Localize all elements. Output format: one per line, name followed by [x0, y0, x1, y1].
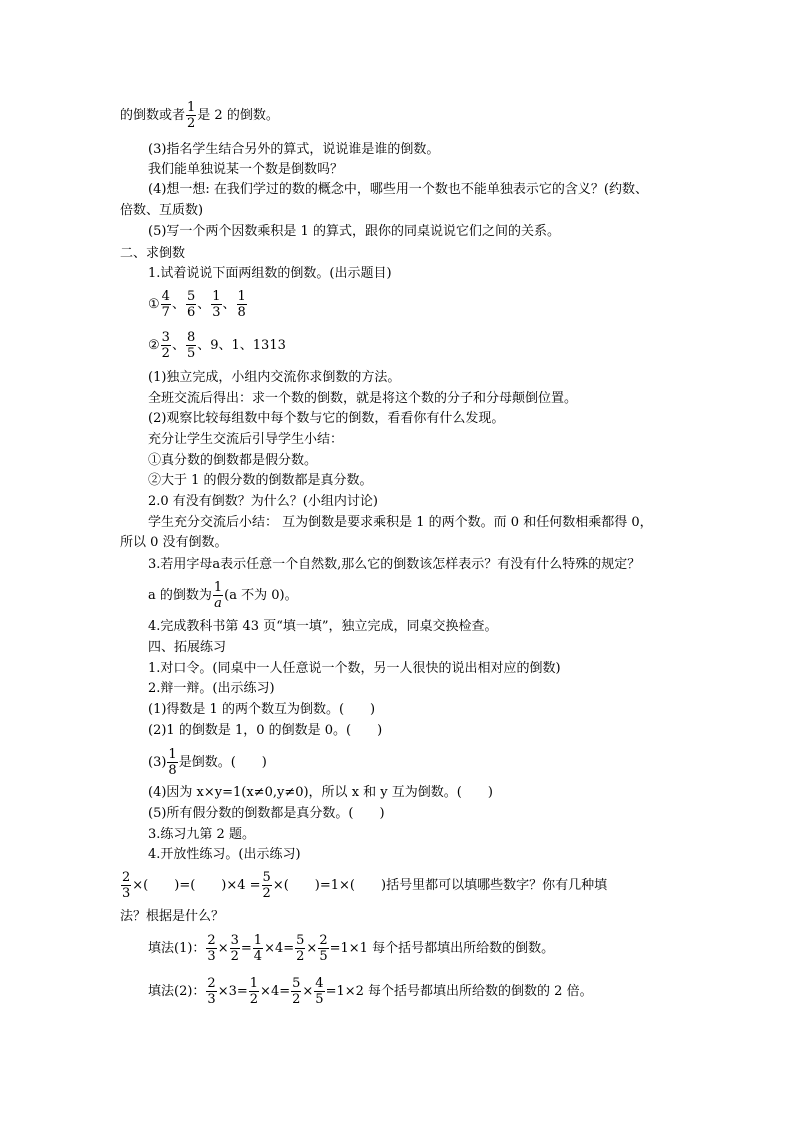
text-segment: ×( )=1×( )括号里都可以填哪些数字？你有几种填 [272, 878, 608, 893]
fraction [161, 289, 171, 320]
text-line [148, 827, 255, 843]
text-segment: 我们能单独说某一个数是倒数吗？ [148, 162, 344, 177]
fraction-numerator: 1 [249, 976, 259, 991]
text-segment: (2)1 的倒数是 1，0 的倒数是 0。( ) [148, 723, 383, 738]
text-segment: 是 2 的倒数。 [197, 108, 279, 123]
text-line [148, 806, 385, 822]
text-line [148, 370, 400, 386]
text-line [120, 246, 185, 262]
fraction-numerator: 5 [186, 289, 196, 304]
text-line [148, 330, 286, 361]
fraction-denominator: 5 [186, 346, 196, 361]
text-segment: ① [148, 297, 160, 312]
fraction-denominator: 4 [253, 949, 263, 964]
fraction-denominator: 5 [315, 992, 324, 1007]
text-segment: 填法(1)： [148, 941, 206, 956]
text-line [148, 619, 498, 635]
text-line [148, 162, 343, 178]
text-line [148, 702, 375, 718]
fraction [186, 330, 196, 361]
fraction-numerator: 8 [186, 330, 196, 345]
fraction [161, 330, 171, 361]
text-segment: 、 [171, 297, 185, 312]
fraction-numerator: 1 [253, 933, 263, 948]
text-line [120, 100, 279, 131]
fraction [121, 870, 131, 901]
fraction-denominator: 8 [168, 763, 177, 778]
text-segment: (a 不为 0)。 [224, 588, 298, 603]
fraction-numerator: 1 [212, 289, 221, 304]
text-segment: (3) [148, 755, 167, 770]
text-line [120, 203, 203, 219]
text-line [148, 494, 378, 510]
text-segment: 是倒数。( ) [178, 755, 267, 770]
text-segment: ×4= [264, 941, 295, 956]
fraction [314, 976, 324, 1007]
text-line [148, 266, 392, 282]
text-segment: 4.完成教科书第 43 页“填一填”，独立完成，同桌交换检查。 [148, 619, 498, 634]
text-segment: 倍数、互质数) [120, 203, 204, 218]
fraction [249, 976, 259, 1007]
fraction-denominator: 2 [296, 949, 305, 964]
fraction [206, 976, 216, 1007]
fraction [213, 580, 223, 611]
text-segment: =1×2 每个括号都填出所给数的倒数的 2 倍。 [325, 984, 593, 999]
fraction-numerator: 3 [230, 933, 239, 948]
text-segment: 2.0 有没有倒数？为什么？(小组内讨论) [148, 494, 378, 509]
fraction-numerator: 3 [161, 330, 170, 345]
text-segment: 4.开放性练习。(出示练习) [148, 847, 301, 862]
text-segment: 学生充分交流后小结： 互为倒数是要求乘积是 1 的两个数。而 0 和任何数相乘都得 0， [148, 515, 653, 530]
text-line [148, 557, 640, 573]
text-line [148, 142, 439, 158]
fraction-numerator: 4 [161, 289, 170, 304]
text-segment: × [302, 984, 314, 999]
text-segment: 1.试着说说下面两组数的倒数。(出示题目) [148, 266, 392, 281]
text-segment: ×3= [217, 984, 248, 999]
fraction [230, 933, 240, 964]
text-line [120, 909, 224, 925]
fraction-denominator: 2 [262, 886, 271, 901]
fraction-denominator: 3 [212, 305, 221, 320]
fraction [186, 289, 196, 320]
text-segment: ×( )=( )×4 = [132, 878, 261, 893]
text-line [120, 535, 228, 551]
fraction [206, 933, 216, 964]
fraction-denominator: 3 [207, 949, 216, 964]
fraction-numerator: 2 [207, 933, 216, 948]
text-segment: (5)写一个两个因数乘积是 1 的算式，跟你的同桌说说它们之间的关系。 [148, 224, 560, 239]
text-segment: a 的倒数为 [148, 588, 212, 603]
text-segment: (3)指名学生结合另外的算式，说说谁是谁的倒数。 [148, 142, 440, 157]
fraction-denominator: 2 [230, 949, 239, 964]
fraction-numerator: 1 [168, 747, 177, 762]
fraction-numerator: 1 [213, 580, 223, 595]
fraction-numerator: 2 [319, 933, 328, 948]
text-segment: 、 [197, 297, 211, 312]
text-line [148, 453, 317, 469]
text-segment: (1)独立完成，小组内交流你求倒数的方法。 [148, 370, 401, 385]
text-segment: ×4= [260, 984, 291, 999]
text-segment: 1.对口令。(同桌中一人任意说一个数，另一人很快的说出相对应的倒数) [148, 661, 561, 676]
text-segment: 、9、1、1313 [197, 338, 286, 353]
text-segment: 3.若用字母a表示任意一个自然数,那么它的倒数该怎样表示？有没有什么特殊的规定？ [148, 557, 641, 572]
text-segment: (2)观察比较每组数中每个数与它的倒数，看看你有什么发现。 [148, 411, 505, 426]
text-line [148, 747, 267, 778]
text-segment: 法？根据是什么？ [120, 909, 225, 924]
text-segment: =1×1 每个括号都填出所给数的倒数。 [329, 941, 555, 956]
fraction-numerator: 2 [207, 976, 216, 991]
text-segment: × [306, 941, 318, 956]
text-line [148, 785, 493, 801]
fraction-numerator: 5 [292, 976, 301, 991]
text-line [148, 473, 373, 489]
text-segment: (5)所有假分数的倒数都是真分数。( ) [148, 806, 385, 821]
fraction [237, 289, 247, 320]
fraction [262, 870, 272, 901]
text-segment: 四、拓展练习 [148, 640, 227, 655]
fraction-denominator: 8 [237, 305, 246, 320]
fraction-denominator: 6 [186, 305, 196, 320]
text-line [148, 640, 226, 656]
fraction [186, 100, 196, 131]
fraction [253, 933, 263, 964]
text-segment: (1)得数是 1 的两个数互为倒数。( ) [148, 702, 376, 717]
text-line [148, 976, 593, 1007]
fraction-denominator: 3 [207, 992, 216, 1007]
fraction-denominator: a [214, 596, 222, 611]
fraction-denominator: 2 [187, 116, 196, 131]
text-segment: 、 [222, 297, 236, 312]
fraction-numerator: 5 [262, 870, 271, 885]
text-line [148, 411, 504, 427]
text-segment: ② [148, 338, 160, 353]
fraction [211, 289, 221, 320]
fraction-denominator: 3 [122, 886, 131, 901]
text-segment: 填法(2)： [148, 984, 206, 999]
fraction [318, 933, 328, 964]
fraction-numerator: 1 [187, 100, 196, 115]
text-line [148, 515, 653, 531]
fraction-numerator: 4 [315, 976, 324, 991]
text-segment: ②大于 1 的假分数的倒数都是真分数。 [148, 473, 373, 488]
fraction-denominator: 2 [161, 346, 170, 361]
text-segment: 的倒数或者 [120, 108, 186, 123]
fraction-numerator: 1 [237, 289, 246, 304]
text-line [148, 224, 560, 240]
text-line [148, 847, 301, 863]
text-line [148, 723, 382, 739]
text-segment: 全班交流后得出：求一个数的倒数，就是将这个数的分子和分母颠倒位置。 [148, 391, 578, 406]
text-line [148, 289, 248, 320]
fraction [291, 976, 301, 1007]
fraction-denominator: 5 [319, 949, 328, 964]
text-line [148, 391, 577, 407]
fraction-denominator: 2 [249, 992, 259, 1007]
text-segment: 、 [171, 338, 185, 353]
fraction-numerator: 5 [296, 933, 305, 948]
text-segment: 二、求倒数 [120, 246, 186, 261]
text-line [148, 933, 554, 964]
fraction-numerator: 2 [122, 870, 131, 885]
text-line [148, 661, 561, 677]
text-segment: 充分让学生交流后引导学生小结： [148, 432, 344, 447]
fraction-denominator: 7 [161, 305, 170, 320]
fraction [295, 933, 305, 964]
text-segment: = [240, 941, 252, 956]
text-segment: × [217, 941, 229, 956]
text-line [148, 182, 648, 198]
text-line [148, 681, 275, 697]
text-line [120, 870, 607, 901]
text-line [148, 432, 343, 448]
fraction-denominator: 2 [292, 992, 301, 1007]
text-segment: (4)因为 x×y=1(x≠0,y≠0)，所以 x 和 y 互为倒数。( ) [148, 785, 493, 800]
text-line [148, 580, 298, 611]
text-segment: (4)想一想: 在我们学过的数的概念中，哪些用一个数也不能单独表示它的含义？(约数、 [148, 182, 648, 197]
text-segment: 3.练习九第 2 题。 [148, 827, 255, 842]
text-segment: 2.辩一辩。(出示练习) [148, 681, 275, 696]
text-segment: ①真分数的倒数都是假分数。 [148, 453, 318, 468]
fraction [167, 747, 177, 778]
text-segment: 所以 0 没有倒数。 [120, 535, 228, 550]
